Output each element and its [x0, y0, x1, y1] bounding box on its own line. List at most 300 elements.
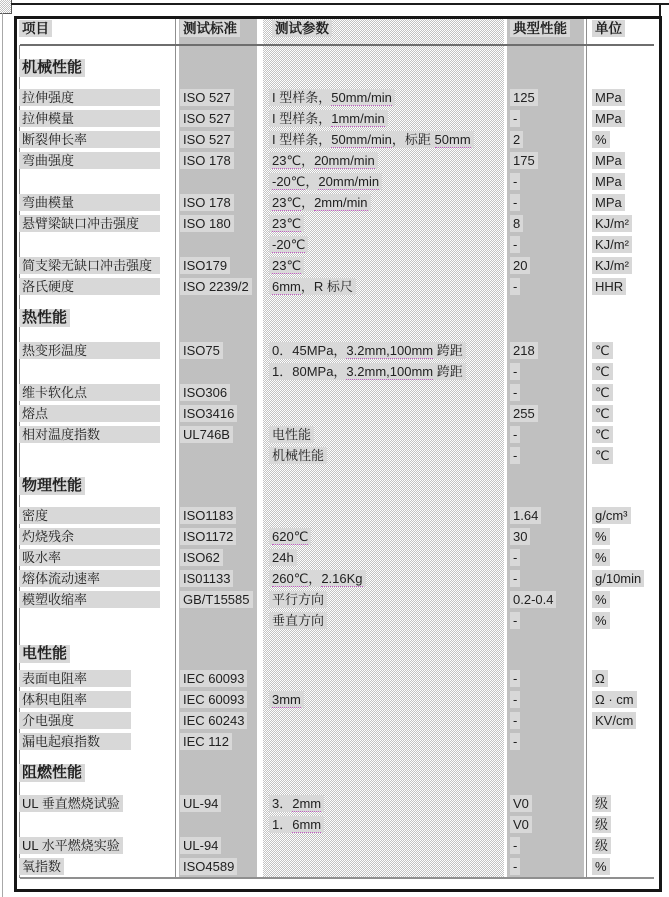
table-row [17, 109, 657, 130]
table-row [17, 527, 657, 548]
value-label: 8 [510, 215, 523, 232]
param-segment: 23℃ [272, 258, 302, 273]
value-label: - [510, 612, 520, 629]
standard-label: ISO62 [180, 549, 223, 566]
unit-cell [592, 384, 613, 401]
item-cell [19, 131, 160, 148]
param-segment: 3.2mm,100mm [346, 343, 434, 358]
standard-label: IEC 60093 [180, 670, 247, 687]
section-cell [19, 477, 85, 495]
parameter-text [269, 612, 327, 629]
param-segment: 260℃ [272, 571, 309, 586]
param-segment: 50mm [434, 132, 471, 147]
standard-label: ISO1172 [180, 528, 236, 545]
parameter-text [269, 691, 304, 708]
unit-label: KJ/m² [592, 257, 632, 274]
header-unit [592, 20, 625, 37]
parameter-cell [269, 426, 314, 443]
parameter-cell [269, 691, 304, 708]
standard-label: IS01133 [180, 570, 233, 587]
standard-label: ISO306 [180, 384, 230, 401]
table-row [17, 425, 657, 446]
unit-cell [592, 215, 632, 232]
param-segment: 23℃ [272, 153, 302, 168]
param-segment: 机械性能 [272, 448, 325, 463]
param-segment: I 型样条， [272, 111, 332, 126]
parameter-text [269, 152, 378, 169]
value-cell [510, 173, 520, 190]
header-standard [180, 20, 240, 37]
param-segment: ， [308, 571, 322, 586]
item-cell [19, 257, 160, 274]
value-label: - [510, 194, 520, 211]
item-label: UL 水平燃烧实验 [19, 837, 123, 854]
param-segment: 电性能 [272, 427, 312, 442]
item-cell [19, 426, 160, 443]
standard-cell [180, 570, 233, 587]
standard-label: ISO 180 [180, 215, 234, 232]
item-label: 弯曲强度 [19, 152, 160, 169]
unit-label: ℃ [592, 342, 613, 359]
value-label: - [510, 173, 520, 190]
standard-cell [180, 691, 247, 708]
standard-cell [180, 837, 221, 854]
value-label: 125 [510, 89, 538, 106]
standard-cell [180, 278, 252, 295]
parameter-cell [269, 816, 324, 833]
unit-cell [592, 570, 644, 587]
section-row [17, 476, 657, 494]
parameter-cell [269, 549, 297, 566]
value-label: - [510, 858, 520, 875]
param-segment: 2mm/min [314, 195, 368, 210]
parameter-text [269, 549, 297, 566]
item-label: 简支梁无缺口冲击强度 [19, 257, 160, 274]
parameter-text [269, 570, 366, 587]
value-cell [510, 257, 530, 274]
parameter-cell [269, 236, 308, 253]
parameter-cell [269, 612, 327, 629]
table-row [17, 88, 657, 109]
param-segment: 跨距 [433, 343, 463, 358]
standard-label: UL746B [180, 426, 233, 443]
standard-cell [180, 528, 236, 545]
param-segment: 2.16Kg [321, 571, 363, 586]
unit-label: Ω · cm [592, 691, 637, 708]
item-cell [19, 570, 160, 587]
value-cell [510, 795, 532, 812]
parameter-cell [269, 257, 304, 274]
item-cell [19, 152, 160, 169]
item-label: 弯曲模量 [19, 194, 160, 211]
item-cell [19, 528, 160, 545]
value-label: - [510, 110, 520, 127]
param-segment: 24h [272, 550, 294, 565]
unit-label: ℃ [592, 363, 613, 380]
unit-label: KV/cm [592, 712, 636, 729]
unit-cell [592, 131, 610, 148]
table-row [17, 815, 657, 836]
parameter-text [269, 173, 382, 190]
param-segment: 23℃ [272, 195, 302, 210]
param-segment: 2mm [292, 796, 322, 811]
section-label: 热性能 [19, 309, 70, 327]
item-label: 表面电阻率 [19, 670, 131, 687]
standard-cell [180, 131, 234, 148]
table-body [17, 48, 657, 878]
unit-cell [592, 278, 626, 295]
unit-cell [592, 691, 637, 708]
value-label: 20 [510, 257, 530, 274]
table-row [17, 404, 657, 425]
value-cell [510, 342, 538, 359]
standard-cell [180, 194, 234, 211]
unit-label: % [592, 858, 610, 875]
value-cell [510, 528, 530, 545]
value-label: 1.64 [510, 507, 541, 524]
unit-label: g/10min [592, 570, 644, 587]
standard-cell [180, 426, 233, 443]
unit-label: MPa [592, 173, 625, 190]
param-segment: 平行方向 [272, 592, 325, 607]
item-label: 洛氏硬度 [19, 278, 160, 295]
unit-cell [592, 173, 625, 190]
unit-cell [592, 837, 611, 854]
parameter-text [269, 342, 466, 359]
table-row [17, 362, 657, 383]
value-cell [510, 215, 523, 232]
param-segment: ， [301, 153, 315, 168]
item-label: 密度 [19, 507, 160, 524]
window-left-edge [2, 13, 3, 897]
standard-cell [180, 591, 253, 608]
value-label: - [510, 363, 520, 380]
section-cell [19, 309, 70, 327]
unit-cell [592, 110, 625, 127]
standard-label: ISO 178 [180, 194, 234, 211]
unit-label: MPa [592, 152, 625, 169]
param-segment: 0．45MPa， [272, 343, 347, 358]
item-label: 体积电阻率 [19, 691, 131, 708]
value-label: V0 [510, 816, 532, 833]
item-label: 灼烧残余 [19, 528, 160, 545]
unit-label: % [592, 131, 610, 148]
value-cell [510, 816, 532, 833]
item-label: 断裂伸长率 [19, 131, 160, 148]
parameter-cell [269, 363, 466, 380]
item-cell [19, 712, 131, 729]
item-cell [19, 342, 160, 359]
standard-cell [180, 405, 237, 422]
param-segment: 1．80MPa， [272, 364, 347, 379]
window-top-edge [11, 3, 669, 5]
value-label: 0.2-0.4 [510, 591, 556, 608]
table-row [17, 669, 657, 690]
unit-cell [592, 152, 625, 169]
unit-cell [592, 447, 613, 464]
section-label: 机械性能 [19, 59, 85, 77]
standard-label: ISO 178 [180, 152, 234, 169]
item-label: 悬臂梁缺口冲击强度 [19, 215, 160, 232]
param-segment: 跨距 [433, 364, 463, 379]
parameter-cell [269, 447, 327, 464]
section-cell [19, 59, 85, 77]
unit-label: ℃ [592, 426, 613, 443]
parameter-cell [269, 528, 311, 545]
item-label: 拉伸强度 [19, 89, 160, 106]
parameter-cell [269, 89, 395, 106]
parameter-text [269, 426, 314, 443]
value-label: - [510, 837, 520, 854]
table-row [17, 341, 657, 362]
unit-label: % [592, 612, 610, 629]
parameter-text [269, 447, 327, 464]
parameter-text [269, 528, 311, 545]
standard-label: ISO 2239/2 [180, 278, 252, 295]
unit-cell [592, 712, 636, 729]
item-cell [19, 795, 123, 812]
value-label: 175 [510, 152, 538, 169]
standard-cell [180, 257, 230, 274]
value-cell [510, 858, 520, 875]
unit-label: % [592, 591, 610, 608]
unit-label: MPa [592, 89, 625, 106]
standard-label: ISO 527 [180, 110, 234, 127]
parameter-cell [269, 110, 388, 127]
standard-label: GB/T15585 [180, 591, 253, 608]
parameter-text [269, 278, 356, 295]
param-segment: -20℃ [272, 237, 306, 252]
unit-cell [592, 405, 613, 422]
parameter-text [269, 236, 308, 253]
unit-label: KJ/m² [592, 236, 632, 253]
unit-cell [592, 257, 632, 274]
item-label: 维卡软化点 [19, 384, 160, 401]
unit-label: MPa [592, 194, 625, 211]
parameter-text [269, 131, 474, 148]
param-segment: -20℃ [272, 174, 306, 189]
header-typical [510, 20, 570, 37]
standard-cell [180, 733, 232, 750]
value-label: - [510, 691, 520, 708]
param-segment: 3mm [272, 692, 301, 707]
header-row [17, 20, 657, 44]
unit-cell [592, 591, 610, 608]
table-row [17, 172, 657, 193]
item-cell [19, 89, 160, 106]
param-segment: ， [305, 174, 319, 189]
standard-cell [180, 215, 234, 232]
value-label: - [510, 447, 520, 464]
item-cell [19, 670, 131, 687]
value-cell [510, 712, 520, 729]
item-cell [19, 194, 160, 211]
item-label: 模塑收缩率 [19, 591, 160, 608]
standard-cell [180, 795, 221, 812]
table-row [17, 611, 657, 632]
header-underline [20, 44, 654, 46]
table-row [17, 256, 657, 277]
unit-cell [592, 194, 625, 211]
header-parameter-label: 测试参数 [272, 20, 332, 37]
param-segment: 50mm/min [331, 90, 392, 105]
param-segment: 6mm [272, 279, 301, 294]
unit-label: 级 [592, 837, 611, 854]
param-segment: 3.2mm,100mm [346, 364, 434, 379]
value-cell [510, 670, 520, 687]
section-cell [19, 645, 70, 663]
table-row [17, 214, 657, 235]
param-segment: ，R 标尺 [300, 279, 353, 294]
value-cell [510, 405, 538, 422]
param-segment: 3． [272, 796, 293, 811]
param-segment: 垂直方向 [272, 613, 325, 628]
item-label: 拉伸模量 [19, 110, 160, 127]
unit-label: % [592, 528, 610, 545]
item-label: UL 垂直燃烧试验 [19, 795, 123, 812]
unit-label: MPa [592, 110, 625, 127]
value-label: 2 [510, 131, 523, 148]
item-cell [19, 691, 131, 708]
value-cell [510, 89, 538, 106]
table-row [17, 732, 657, 753]
item-label: 介电强度 [19, 712, 131, 729]
table-row [17, 690, 657, 711]
standard-label: IEC 112 [180, 733, 232, 750]
standard-label: UL-94 [180, 795, 221, 812]
value-cell [510, 447, 520, 464]
param-segment: ，标距 [391, 132, 435, 147]
unit-label: ℃ [592, 384, 613, 401]
value-label: - [510, 549, 520, 566]
unit-label: ℃ [592, 405, 613, 422]
param-segment: 1． [272, 817, 293, 832]
value-label: - [510, 426, 520, 443]
value-label: - [510, 733, 520, 750]
section-label: 阻燃性能 [19, 764, 85, 782]
section-row [17, 763, 657, 781]
parameter-text [269, 194, 371, 211]
value-cell [510, 507, 541, 524]
header-parameter [272, 20, 332, 37]
value-label: - [510, 384, 520, 401]
value-label: 30 [510, 528, 530, 545]
standard-cell [180, 342, 223, 359]
value-cell [510, 570, 520, 587]
item-cell [19, 733, 131, 750]
value-cell [510, 426, 520, 443]
value-cell [510, 236, 520, 253]
table-row [17, 446, 657, 467]
header-item [19, 20, 52, 37]
param-segment: 620℃ [272, 529, 309, 544]
item-label: 热变形温度 [19, 342, 160, 359]
table-row [17, 277, 657, 298]
section-row [17, 308, 657, 326]
unit-label: Ω [592, 670, 608, 687]
unit-cell [592, 795, 611, 812]
item-label: 相对温度指数 [19, 426, 160, 443]
param-segment: 20mm/min [314, 153, 375, 168]
parameter-text [269, 215, 304, 232]
parameter-cell [269, 173, 382, 190]
unit-label: % [592, 549, 610, 566]
standard-cell [180, 549, 223, 566]
header-standard-label: 测试标准 [180, 20, 240, 37]
table-row [17, 794, 657, 815]
parameter-cell [269, 342, 466, 359]
value-cell [510, 384, 520, 401]
value-label: 218 [510, 342, 538, 359]
unit-cell [592, 426, 613, 443]
standard-label: ISO 527 [180, 89, 234, 106]
parameter-cell [269, 152, 378, 169]
unit-cell [592, 363, 613, 380]
section-label: 物理性能 [19, 477, 85, 495]
param-segment: I 型样条， [272, 132, 332, 147]
standard-label: ISO 527 [180, 131, 234, 148]
unit-label: 级 [592, 816, 611, 833]
table-row [17, 151, 657, 172]
parameter-text [269, 795, 324, 812]
standard-label: UL-94 [180, 837, 221, 854]
standard-cell [180, 89, 234, 106]
standard-label: ISO4589 [180, 858, 237, 875]
standard-cell [180, 384, 230, 401]
unit-label: g/cm³ [592, 507, 631, 524]
param-segment: ， [301, 195, 315, 210]
table-row [17, 506, 657, 527]
parameter-text [269, 110, 388, 127]
standard-label: IEC 60243 [180, 712, 247, 729]
parameter-cell [269, 570, 366, 587]
standard-label: ISO179 [180, 257, 230, 274]
item-cell [19, 384, 160, 401]
header-typical-label: 典型性能 [510, 20, 570, 37]
value-label: V0 [510, 795, 532, 812]
section-cell [19, 764, 85, 782]
param-segment: 23℃ [272, 216, 302, 231]
param-segment: 50mm/min [331, 132, 392, 147]
value-cell [510, 110, 520, 127]
standard-cell [180, 152, 234, 169]
table-row [17, 130, 657, 151]
parameter-text [269, 591, 327, 608]
item-label: 氧指数 [19, 858, 64, 875]
value-cell [510, 152, 538, 169]
parameter-cell [269, 131, 474, 148]
value-cell [510, 837, 520, 854]
unit-cell [592, 528, 610, 545]
table-row [17, 711, 657, 732]
value-cell [510, 733, 520, 750]
table-row [17, 235, 657, 256]
value-cell [510, 549, 520, 566]
parameter-cell [269, 215, 304, 232]
parameter-cell [269, 795, 324, 812]
value-cell [510, 278, 520, 295]
table-row [17, 590, 657, 611]
item-cell [19, 278, 160, 295]
standard-label: ISO3416 [180, 405, 237, 422]
unit-label: KJ/m² [592, 215, 632, 232]
item-cell [19, 405, 160, 422]
item-cell [19, 858, 64, 875]
item-cell [19, 591, 160, 608]
header-unit-label: 单位 [592, 20, 625, 37]
value-cell [510, 591, 556, 608]
parameter-cell [269, 194, 371, 211]
